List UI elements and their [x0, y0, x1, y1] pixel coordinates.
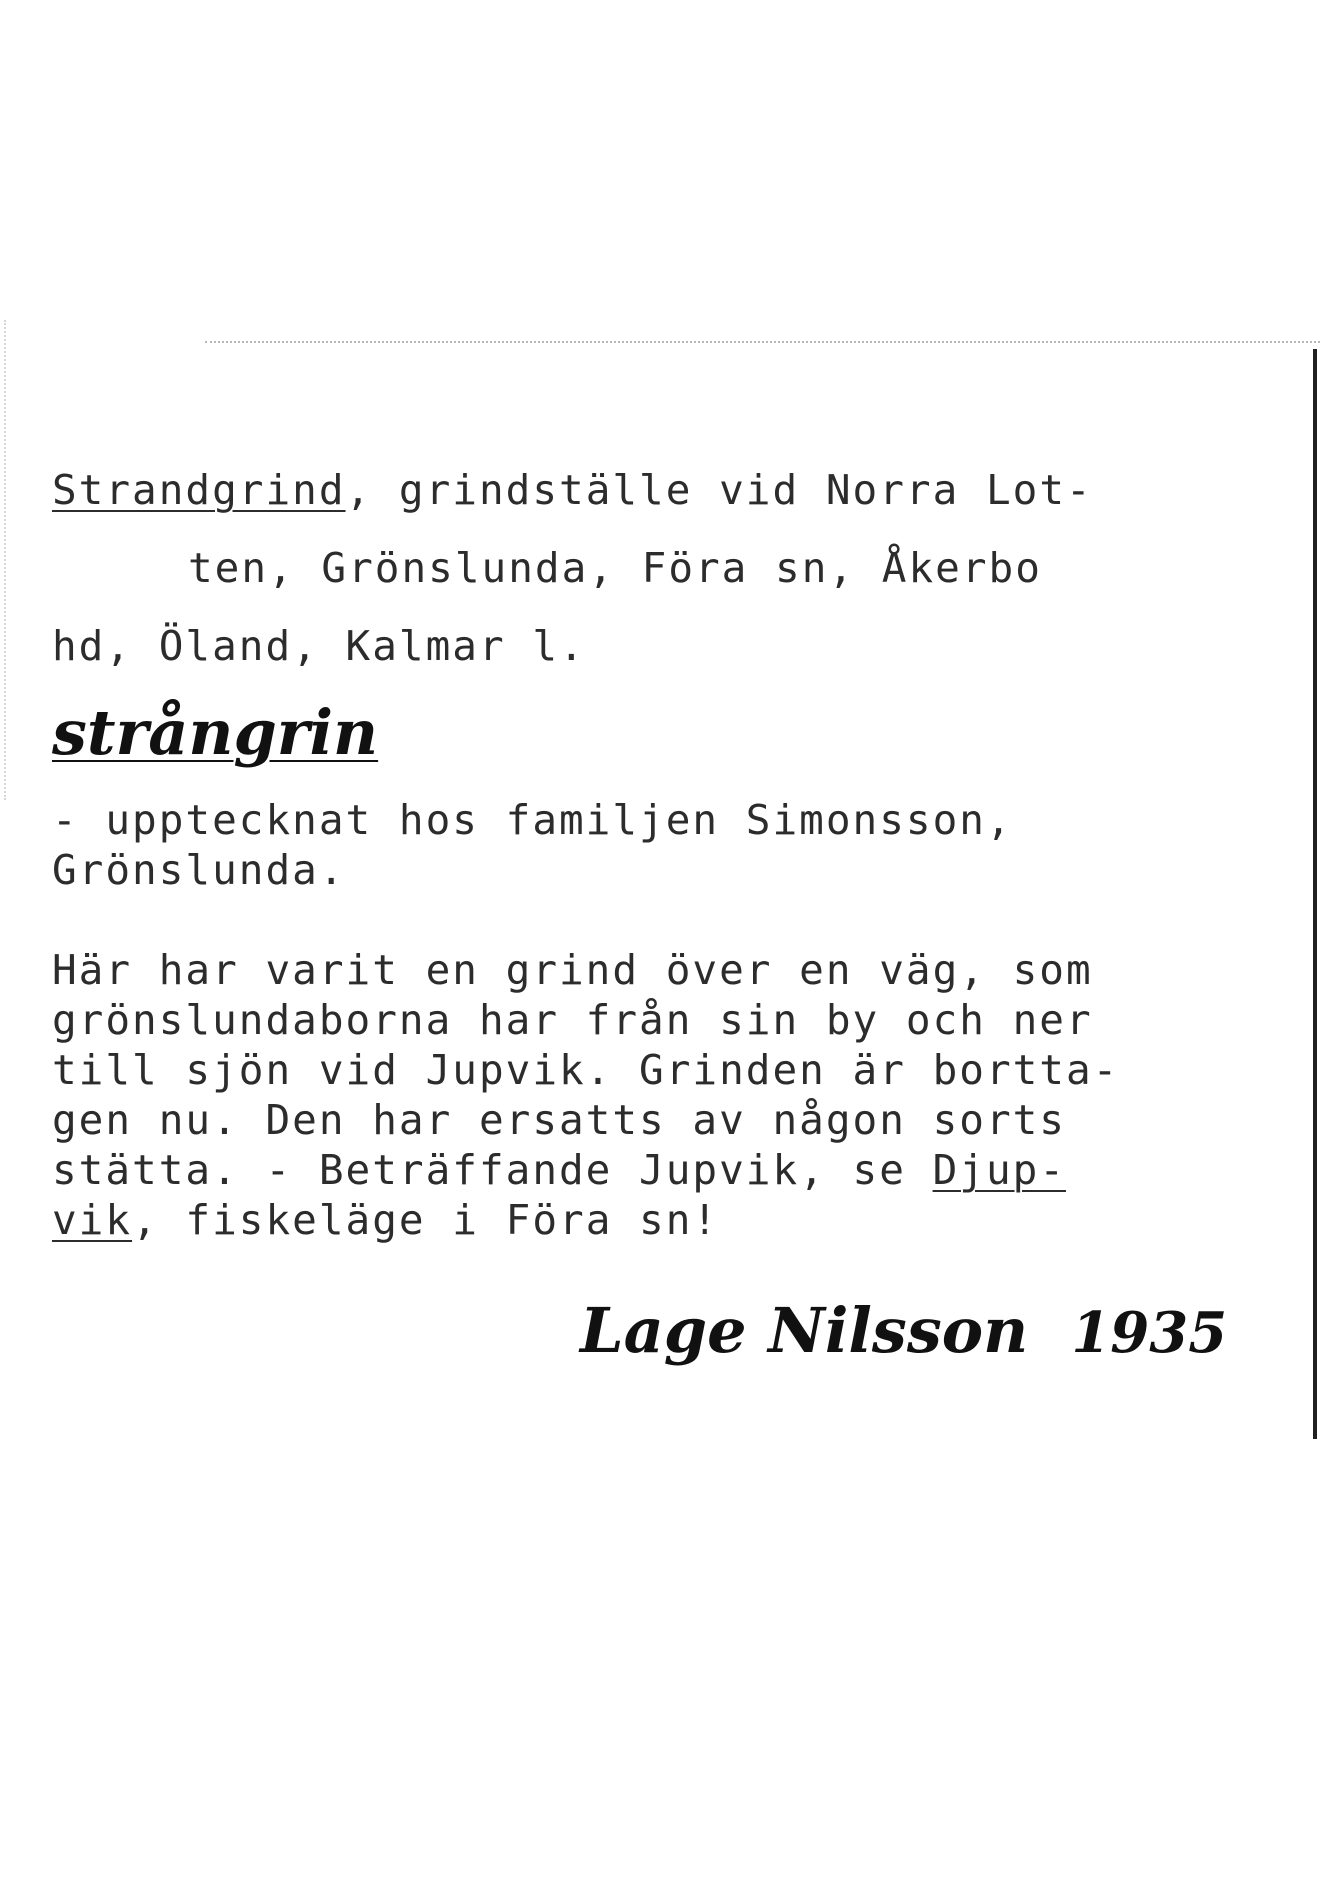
heading-line-1-rest: , grindställe vid Norra Lot-	[345, 466, 1093, 514]
body-line-6	[52, 1196, 720, 1244]
body-line-6-rest: , fiskeläge i Föra sn!	[132, 1196, 720, 1244]
signature	[580, 1294, 1228, 1367]
cross-reference-djupvik-1: Djup-	[932, 1146, 1066, 1194]
heading-line-2: ten, Grönslunda, Föra sn, Åkerbo	[188, 544, 1042, 592]
card-right-edge	[1313, 349, 1317, 1439]
body-line-4: gen nu. Den har ersatts av någon sorts	[52, 1096, 1066, 1144]
dialect-form-handwritten: strångrin	[52, 696, 379, 769]
body-line-3: till sjön vid Jupvik. Grinden är bortta-	[52, 1046, 1120, 1094]
signature-name: Lage Nilsson	[580, 1294, 1029, 1367]
body-line-1: Här har varit en grind över en väg, som	[52, 946, 1093, 994]
body-line-2: grönslundaborna har från sin by och ner	[52, 996, 1093, 1044]
heading-line-3: hd, Öland, Kalmar l.	[52, 622, 586, 670]
body-line-5-text: stätta. - Beträffande Jupvik, se	[52, 1146, 933, 1194]
body-line-5	[52, 1146, 1066, 1194]
heading-line-1	[52, 466, 1093, 514]
scan-noise	[4, 320, 14, 800]
recorded-line-2: Grönslunda.	[52, 846, 346, 894]
card-top-edge	[205, 341, 1320, 343]
recorded-line-1: - upptecknat hos familjen Simonsson,	[52, 796, 1013, 844]
headword: Strandgrind	[52, 466, 346, 514]
signature-year: 1935	[1071, 1300, 1228, 1366]
cross-reference-djupvik-2: vik	[52, 1196, 133, 1244]
